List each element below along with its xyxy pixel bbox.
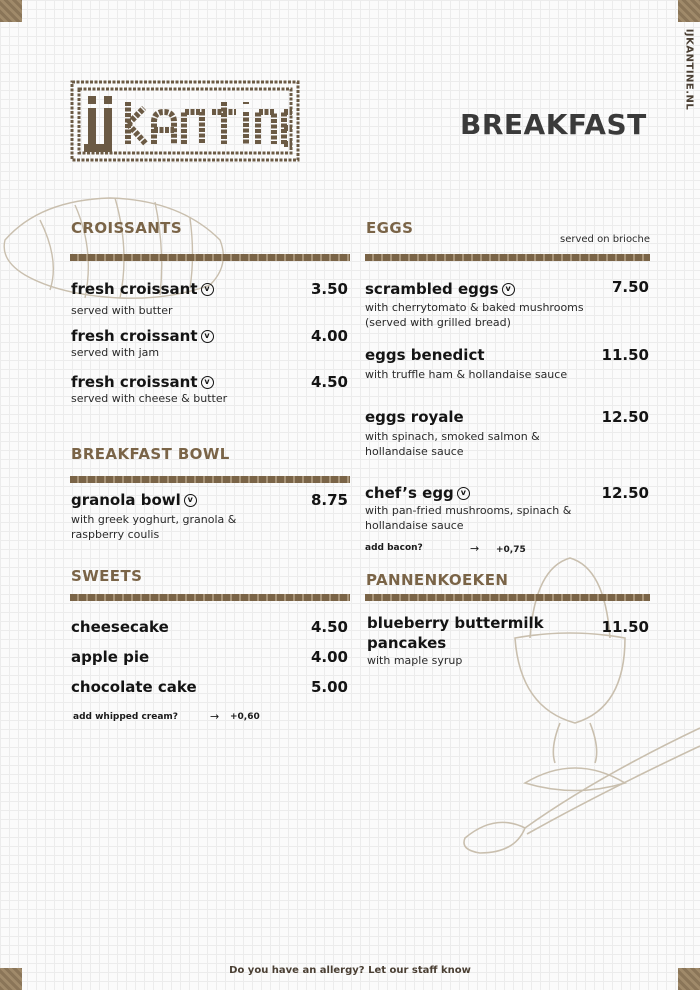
menu-item	[365, 280, 584, 330]
item-price: 12.50	[601, 484, 649, 502]
section-divider	[365, 594, 650, 601]
addon-label: add bacon?	[365, 543, 423, 553]
menu-item	[365, 484, 571, 533]
item-price: 4.50	[310, 373, 348, 391]
item-price: 4.00	[310, 327, 348, 345]
vegetarian-icon: v	[502, 283, 515, 296]
website-url[interactable]: IJKANTINE.NL	[683, 28, 695, 111]
item-description: served with jam	[71, 346, 160, 359]
item-name: blueberry buttermilk	[367, 614, 544, 632]
arrow-right-icon: →	[470, 542, 480, 555]
item-description: served with cheese & butter	[71, 392, 228, 405]
page-title: BREAKFAST	[460, 108, 647, 141]
section-title-sweets: SWEETS	[71, 567, 143, 585]
menu-item	[71, 280, 214, 318]
item-price: 11.50	[601, 618, 649, 636]
vegetarian-icon: v	[457, 487, 470, 500]
section-title-pannenkoeken: PANNENKOEKEN	[366, 571, 509, 589]
item-price: 11.50	[601, 346, 649, 364]
section-title-croissants: CROISSANTS	[71, 219, 183, 237]
vegetarian-icon: v	[201, 283, 214, 296]
item-description: with truffle ham & hollandaise sauce	[365, 368, 568, 381]
section-divider	[365, 254, 650, 261]
section-note: served on brioche	[560, 234, 651, 245]
item-price: 5.00	[310, 678, 348, 696]
item-price: 3.50	[310, 280, 348, 298]
item-description: hollandaise sauce	[365, 519, 464, 532]
section-divider	[70, 594, 350, 601]
item-description: served with butter	[71, 304, 173, 317]
corner-ornament-top-left	[0, 0, 22, 22]
item-name: fresh croissant	[71, 327, 198, 345]
item-name: fresh croissant	[71, 280, 198, 298]
menu-item	[367, 614, 544, 668]
menu-item	[71, 678, 197, 696]
section-title-breakfast-bowl: BREAKFAST BOWL	[71, 445, 230, 463]
addon-price: +0,60	[230, 712, 260, 722]
menu-item	[365, 346, 567, 382]
item-name: pancakes	[367, 634, 447, 652]
addon-price: +0,75	[496, 545, 526, 555]
section-divider	[70, 476, 350, 483]
allergy-notice: Do you have an allergy? Let our staff know	[229, 965, 471, 976]
menu-item	[71, 327, 214, 360]
item-description: with pan-fried mushrooms, spinach &	[365, 504, 572, 517]
item-name: chocolate cake	[71, 678, 197, 696]
item-name: fresh croissant	[71, 373, 198, 391]
corner-ornament-top-right	[678, 0, 700, 22]
item-price: 4.50	[310, 618, 348, 636]
vegetarian-icon: v	[201, 330, 214, 343]
item-description: (served with grilled bread)	[365, 316, 511, 329]
vegetarian-icon: v	[201, 376, 214, 389]
item-name: eggs benedict	[365, 346, 485, 364]
item-price: 4.00	[310, 648, 348, 666]
menu-item	[71, 618, 169, 636]
item-description: with spinach, smoked salmon &	[365, 430, 540, 443]
item-description: with greek yoghurt, granola &	[71, 513, 237, 526]
menu-item	[71, 491, 236, 542]
item-description: raspberry coulis	[71, 528, 160, 541]
item-price: 7.50	[611, 278, 649, 296]
item-name: granola bowl	[71, 491, 181, 509]
item-name: scrambled eggs	[365, 280, 499, 298]
section-title-eggs: EGGS	[366, 219, 414, 237]
ijkantine-logo	[70, 80, 300, 162]
item-name: eggs royale	[365, 408, 464, 426]
vegetarian-icon: v	[184, 494, 197, 507]
item-description: hollandaise sauce	[365, 445, 464, 458]
section-divider	[70, 254, 350, 261]
item-description: with maple syrup	[367, 654, 463, 667]
menu-item	[365, 408, 540, 459]
item-description: with cherrytomato & baked mushrooms	[365, 301, 584, 314]
addon-label: add whipped cream?	[73, 712, 179, 722]
item-price: 12.50	[601, 408, 649, 426]
menu-item	[71, 373, 227, 406]
item-name: chef’s egg	[365, 484, 454, 502]
item-name: cheesecake	[71, 618, 169, 636]
item-name: apple pie	[71, 648, 150, 666]
arrow-right-icon: →	[210, 710, 220, 723]
menu-item	[71, 648, 149, 666]
item-price: 8.75	[310, 491, 348, 509]
